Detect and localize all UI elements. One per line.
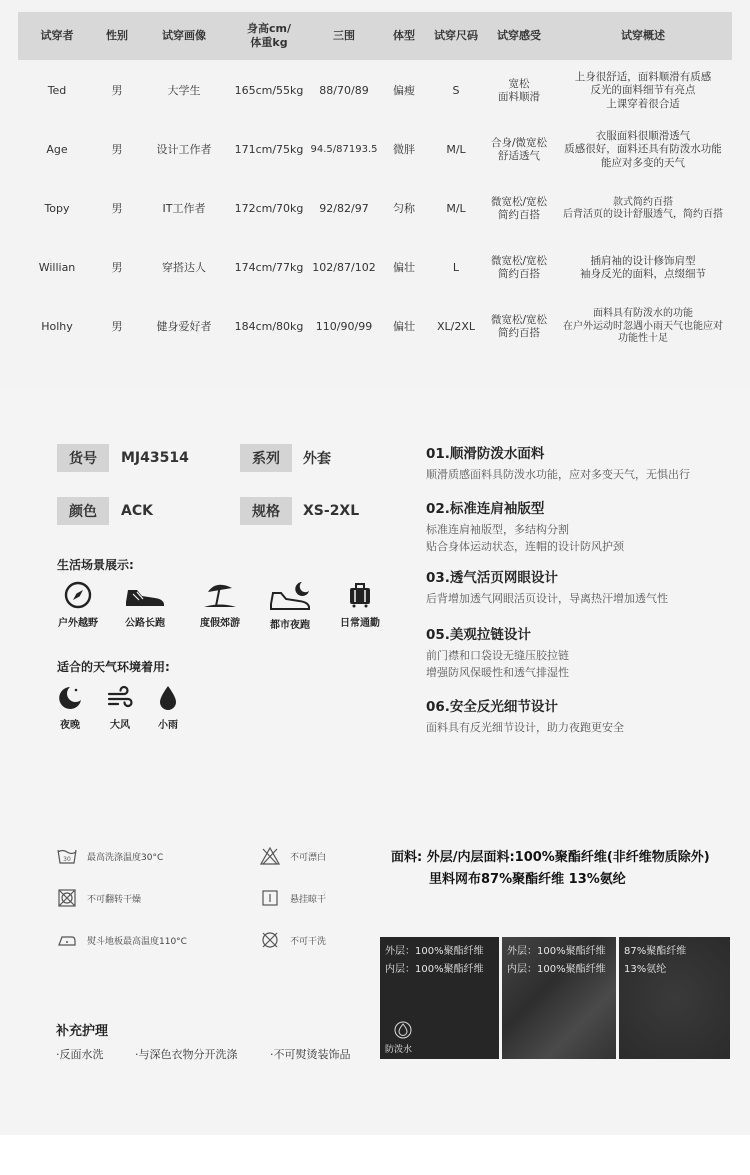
scene-night-run	[260, 580, 320, 631]
cell-body-type: 偏壮	[393, 320, 415, 334]
suitcase-icon	[345, 580, 375, 610]
care-label: 最高洗涤温度30°C	[87, 852, 164, 863]
cell-measurements: 94.5/87193.5	[310, 143, 378, 155]
care-label: 不可干洗	[290, 936, 327, 947]
weather-label: 大风	[110, 720, 130, 731]
scene-label: 户外越野	[58, 618, 98, 629]
feature-desc: 标准连肩袖版型，多结构分割 贴合身体运动状态，连帽的设计防风护颈	[426, 523, 624, 553]
cell-overview: 上身很舒适，面料顺滑有质感 反光的面料细节有亮点 上课穿着很合适	[574, 71, 712, 110]
table-row	[18, 62, 732, 120]
feature-title: 06.安全反光细节设计	[426, 699, 558, 715]
header-measurements: 三围	[333, 29, 355, 43]
feature-desc: 顺滑质感面料具防泼水功能，应对多变天气，无惧出行	[426, 468, 690, 481]
cell-body-type: 偏壮	[393, 261, 415, 275]
cell-feeling: 微宽松/宽松 简约百搭	[490, 313, 548, 339]
cell-gender: 男	[111, 143, 123, 157]
item-no-tag: 货号	[57, 444, 109, 472]
fitting-table-section	[0, 0, 750, 388]
cell-size: M/L	[446, 202, 466, 216]
cell-body-type: 匀称	[393, 202, 415, 216]
fabric-line-2: 里料网布87%聚酯纤维 13%氨纶	[429, 872, 626, 887]
color-value: ACK	[121, 503, 153, 519]
header-height-weight: 身高cm/ 体重kg	[247, 22, 291, 49]
cell-feeling: 微宽松/宽松 简约百搭	[490, 195, 548, 221]
feature-item	[426, 497, 746, 555]
series-value: 外套	[303, 451, 331, 467]
supplement-item: ·与深色衣物分开洗涤	[135, 1048, 238, 1061]
care-iron	[57, 931, 187, 949]
swatch-text: 内层：100%聚酯纤维	[385, 964, 484, 975]
cell-gender: 男	[111, 320, 123, 334]
cell-height-weight: 165cm/55kg	[234, 84, 304, 98]
scenes-title: 生活场景展示:	[57, 558, 134, 572]
scene-outdoor	[48, 580, 108, 629]
supplement-item: ·反面水洗	[56, 1048, 104, 1061]
cell-tester: Topy	[44, 202, 70, 216]
weather-label: 小雨	[158, 720, 178, 731]
supplement-item: ·不可熨烫装饰品	[270, 1048, 351, 1061]
night-sneaker-icon	[268, 580, 312, 612]
care-label: 熨斗地板最高温度110°C	[87, 936, 187, 947]
weather-rain	[138, 684, 198, 731]
care-no-bleach	[260, 847, 326, 865]
scene-road-run	[115, 580, 175, 629]
water-repellent-icon	[394, 1021, 412, 1039]
cell-feeling: 宽松 面料顺滑	[498, 77, 540, 103]
fabric-swatch-mesh	[619, 937, 730, 1059]
no-tumble-dry-icon	[57, 889, 77, 907]
scene-commute	[330, 580, 390, 629]
care-wash	[57, 847, 163, 865]
cell-size: M/L	[446, 143, 466, 157]
sneaker-icon	[123, 580, 167, 610]
beach-umbrella-icon	[202, 580, 238, 610]
cell-overview: 面料具有防泼水的功能 在户外运动时忽遇小雨天气也能应对 功能性十足	[563, 308, 723, 345]
header-size: 试穿尺码	[434, 29, 478, 43]
supplement-title: 补充护理	[56, 1024, 109, 1039]
cell-tester: Willian	[38, 261, 76, 275]
header-gender: 性别	[106, 29, 128, 43]
product-info-section	[0, 420, 750, 770]
fabric-line-1: 面料: 外层/内层面料:100%聚酯纤维(非纤维物质除外)	[391, 850, 710, 865]
cell-measurements: 88/70/89	[319, 84, 369, 98]
weather-title: 适合的天气环境着用:	[57, 660, 170, 674]
cell-tester: Age	[46, 143, 68, 157]
cell-height-weight: 174cm/77kg	[234, 261, 304, 275]
cell-size: S	[452, 84, 460, 98]
cell-overview: 款式简约百搭 后背活页的设计舒服透气，简约百搭	[563, 196, 723, 220]
care-hang-dry	[260, 889, 326, 907]
cell-body-type: 微胖	[393, 143, 415, 157]
cell-feeling: 合身/微宽松 舒适透气	[490, 136, 548, 162]
cell-tester: Holhy	[41, 320, 73, 334]
cell-profile: 设计工作者	[156, 143, 212, 157]
scene-label: 都市夜跑	[270, 620, 310, 631]
cell-overview: 插肩袖的设计修饰肩型 袖身反光的面料，点缀细节	[580, 254, 706, 280]
header-tester: 试穿者	[40, 29, 74, 43]
header-feeling: 试穿感受	[497, 29, 541, 43]
feature-desc: 后背增加透气网眼活页设计，导离热汗增加透气性	[426, 592, 668, 605]
care-no-dry-clean	[260, 931, 326, 949]
feature-desc: 面料具有反光细节设计，助力夜跑更安全	[426, 721, 624, 734]
cell-measurements: 110/90/99	[315, 320, 373, 334]
compass-icon	[63, 580, 93, 610]
table-row	[18, 180, 732, 238]
cell-height-weight: 172cm/70kg	[234, 202, 304, 216]
table-row	[18, 298, 732, 356]
cell-measurements: 102/87/102	[312, 261, 376, 275]
cell-size: XL/2XL	[436, 320, 476, 334]
item-no-value: MJ43514	[121, 450, 189, 466]
moon-icon	[56, 684, 84, 712]
water-repellent-label: 防泼水	[385, 1045, 413, 1055]
swatch-text: 87%聚酯纤维	[624, 946, 687, 957]
feature-title: 05.美观拉链设计	[426, 627, 531, 643]
swatch-text: 外层：100%聚酯纤维	[507, 946, 606, 957]
care-label: 不可漂白	[290, 852, 327, 863]
cell-height-weight: 184cm/80kg	[234, 320, 304, 334]
spec-tag: 规格	[240, 497, 292, 525]
iron-110-icon	[57, 931, 77, 949]
raindrop-icon	[154, 684, 182, 712]
swatch-text: 13%氨纶	[624, 964, 667, 975]
cell-size: L	[452, 261, 460, 275]
cell-profile: 健身爱好者	[156, 320, 212, 334]
feature-item	[426, 566, 746, 607]
feature-title: 01.顺滑防泼水面料	[426, 446, 545, 462]
scene-label: 日常通勤	[340, 618, 380, 629]
feature-desc: 前门襟和口袋设无缝压胶拉链 增强防风保暖性和透气排湿性	[426, 649, 569, 679]
cell-height-weight: 171cm/75kg	[234, 143, 304, 157]
cell-measurements: 92/82/97	[319, 202, 369, 216]
table-header	[18, 12, 732, 60]
scene-label: 度假郊游	[200, 618, 240, 629]
bottom-margin	[0, 1135, 750, 1175]
cell-overview: 衣服面料很顺滑透气 质感很好，面料还具有防泼水功能 能应对多变的天气	[564, 130, 722, 169]
feature-item	[426, 695, 746, 736]
color-tag: 颜色	[57, 497, 109, 525]
feature-item	[426, 623, 746, 681]
hang-dry-icon	[260, 889, 280, 907]
table-row	[18, 121, 732, 179]
header-overview: 试穿概述	[621, 29, 665, 43]
wash-30-icon	[57, 847, 77, 865]
feature-item	[426, 442, 746, 483]
cell-body-type: 偏瘦	[393, 84, 415, 98]
scene-label: 公路长跑	[125, 618, 165, 629]
cell-profile: IT工作者	[162, 202, 206, 216]
scene-vacation	[190, 580, 250, 629]
cell-tester: Ted	[47, 84, 67, 98]
table-row	[18, 239, 732, 297]
weather-label: 夜晚	[60, 720, 80, 731]
fabric-swatch-inner	[502, 937, 616, 1059]
svg-text:30: 30	[63, 856, 71, 863]
header-profile: 试穿画像	[162, 29, 206, 43]
care-label: 不可翻转干燥	[87, 894, 142, 905]
feature-title: 02.标准连肩袖版型	[426, 501, 545, 517]
cell-feeling: 微宽松/宽松 简约百搭	[490, 254, 548, 280]
cell-gender: 男	[111, 84, 123, 98]
header-body-type: 体型	[393, 29, 415, 43]
care-no-tumble	[57, 889, 141, 907]
spec-value: XS-2XL	[303, 503, 360, 519]
swatch-text: 外层：100%聚酯纤维	[385, 946, 484, 957]
feature-title: 03.透气活页网眼设计	[426, 570, 558, 586]
cell-profile: 穿搭达人	[162, 261, 206, 275]
no-dry-clean-icon	[260, 931, 280, 949]
series-tag: 系列	[240, 444, 292, 472]
care-label: 悬挂晾干	[290, 894, 327, 905]
swatch-text: 内层：100%聚酯纤维	[507, 964, 606, 975]
no-bleach-icon	[260, 847, 280, 865]
wind-icon	[106, 684, 134, 712]
cell-gender: 男	[111, 261, 123, 275]
fabric-swatch-outer	[380, 937, 499, 1059]
cell-gender: 男	[111, 202, 123, 216]
care-fabric-section	[0, 790, 750, 1135]
cell-profile: 大学生	[167, 84, 201, 98]
